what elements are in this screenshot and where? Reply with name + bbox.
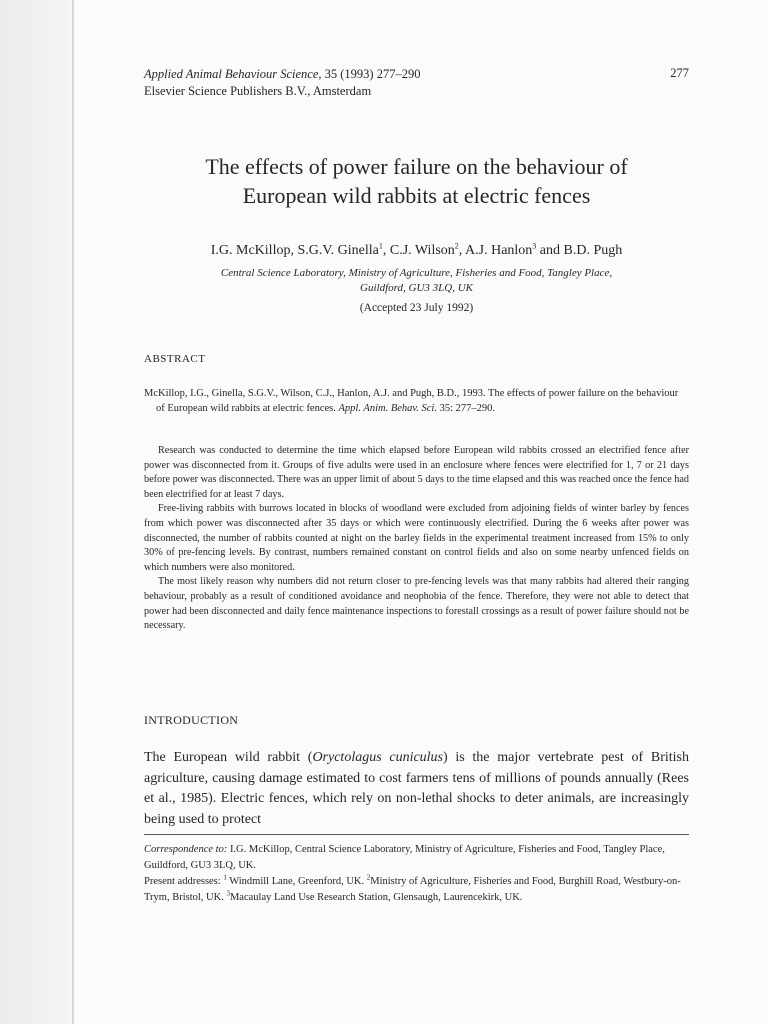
present-label: Present addresses: <box>144 876 224 887</box>
page-number: 277 <box>670 66 689 80</box>
introduction-body <box>144 748 689 830</box>
footnote-divider <box>144 834 689 835</box>
affiliation <box>184 266 649 296</box>
affiliation-line: Central Science Laboratory, Ministry of Agriculture, Fisheries and Food, Tangley Place, <box>220 267 613 279</box>
abstract-body <box>144 444 689 634</box>
abstract-heading: ABSTRACT <box>144 353 206 365</box>
intro-text: The European wild rabbit ( <box>144 750 313 765</box>
citation-end: 35: 277–290. <box>436 403 496 414</box>
page-gutter-shadow <box>0 0 76 1024</box>
author-list <box>144 243 689 259</box>
affiliation-line: Guildford, GU3 3LQ, UK <box>360 282 473 294</box>
introduction-paragraph <box>144 748 689 830</box>
citation-text: McKillop, I.G., Ginella, S.G.V., Wilson, C.J., Hanlon, A.J. and Pugh, B.D., 1993. The effects of power failure on the behaviour of European wild rabbits at electric fences. <box>144 388 679 414</box>
title-line-1: The effects of power failure on the behaviour of <box>205 154 628 179</box>
correspondence-text: I.G. McKillop, Central Science Laboratory, Ministry of Agriculture, Fisheries and Food, Tangley Place, Guildford, GU3 3LQ, UK. <box>144 844 665 871</box>
intro-text: ) is the major vertebrate pest of British agriculture, causing damage estimated to cost farmers tens of millions of pounds annually (Rees et al., 1985). Electric fences, which rely on non-lethal shocks to deter animals, are increasingly being used to protect <box>144 750 689 827</box>
journal-volume-pages: 35 (1993) 277–290 <box>321 67 421 81</box>
abstract-citation <box>144 386 689 416</box>
address-text: Macaulay Land Use Research Station, Glensaugh, Laurencekirk, UK. <box>229 892 523 903</box>
address-text: Ministry of Agriculture, Fisheries and Food, Burghill Road, Westbury-on-Trym, Bristol, UK. <box>144 876 681 903</box>
author-superscript: 3 <box>532 241 537 251</box>
journal-name: Applied Animal Behaviour Science, <box>144 67 322 81</box>
species-name: Oryctolagus cuniculus <box>312 750 444 765</box>
correspondence-label: Correspondence to: <box>144 844 228 855</box>
binding-edge <box>72 0 74 1024</box>
address-text: Windmill Lane, Greenford, UK. <box>226 876 367 887</box>
journal-citation <box>144 66 420 83</box>
publisher: Elsevier Science Publishers B.V., Amsterdam <box>144 84 372 98</box>
footnote-mark: 3 <box>226 889 230 898</box>
author-superscript: 2 <box>454 241 459 251</box>
author-superscript: 1 <box>378 241 383 251</box>
footnote-mark: 2 <box>366 873 371 882</box>
abstract-paragraph: The most likely reason why numbers did not return closer to pre-fencing levels was that many rabbits had altered their ranging behaviour, probably as a result of conditioned avoidance and neophobia of the fence. Therefore, they were not able to detect that power had been disconnected and daily fence maintenance inspections to forestall crossings as a result of power failure should not be necessary. <box>144 576 689 632</box>
footnotes <box>144 842 689 906</box>
journal-header <box>144 66 420 100</box>
article-title <box>144 152 689 210</box>
author-text: , C.J. Wilson <box>382 243 455 258</box>
accepted-date: (Accepted 23 July 1992) <box>359 302 474 314</box>
present-addresses-note <box>144 874 689 906</box>
title-line-2: European wild rabbits at electric fences <box>242 183 591 208</box>
author-text: I.G. McKillop, S.G.V. Ginella <box>210 243 379 258</box>
citation-journal: Appl. Anim. Behav. Sci. <box>338 403 437 414</box>
abstract-paragraph: Research was conducted to determine the time which elapsed before European wild rabbits crossed an electrified fence after power was disconnected from it. Groups of five adults were used in an enclosure where fences were electrified for 1, 7 or 21 days before power was disconnected. There was an upper limit of about 5 days to the time elapsed and this was reached once the fence had been electrified for at least 7 days. <box>144 445 689 500</box>
footnote-mark: 1 <box>223 873 227 882</box>
correspondence-note <box>144 842 689 874</box>
author-text: and B.D. Pugh <box>536 243 623 258</box>
abstract-paragraph: Free-living rabbits with burrows located in blocks of woodland were excluded from adjoining fields of winter barley by fences from which power was disconnected after 35 days or which were continuously electrified. During the 6 weeks after power was disconnected, the number of rabbits counted at night on the barley fields in the experimental treatment increased from 15% to only 30% of pre-fencing levels. By contrast, numbers remained constant on control fields and also on some nearby unfenced fields on which numbers were also monitored. <box>144 503 689 573</box>
author-text: , A.J. Hanlon <box>458 243 533 258</box>
introduction-heading: INTRODUCTION <box>144 713 239 727</box>
